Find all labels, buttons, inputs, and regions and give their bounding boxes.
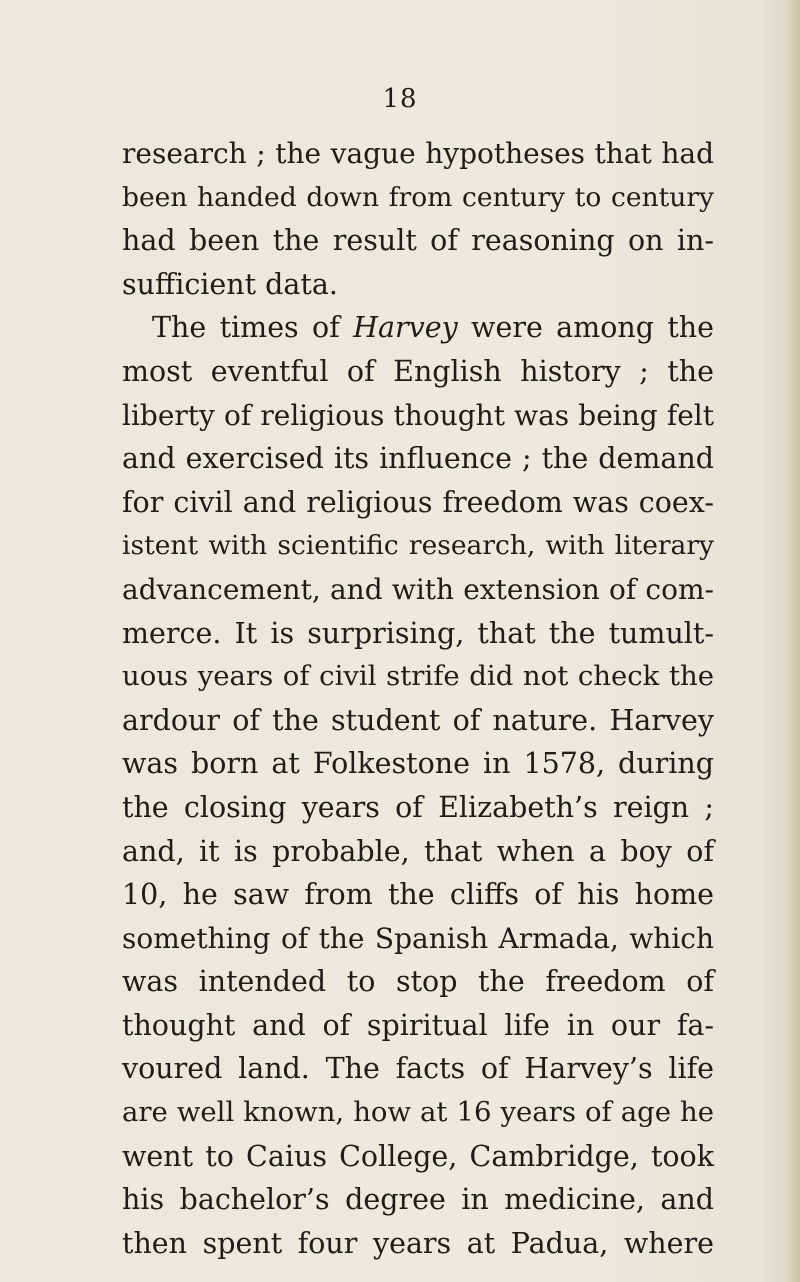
- text-line-9: for civil and religious freedom was coex-: [122, 485, 714, 519]
- text-line-19: something of the Spanish Armada, which: [122, 921, 714, 955]
- italic-name-harvey: Harvey: [353, 311, 458, 345]
- page-number: 18: [382, 84, 418, 114]
- text-line-26: then spent four years at Padua, where: [122, 1226, 714, 1260]
- text-line-10: istent with scientific research, with literary: [122, 530, 714, 562]
- text-line-13: uous years of civil strife did not check the: [122, 660, 714, 693]
- text-line-3: had been the result of reasoning on in-: [122, 224, 714, 258]
- text-line-5-end: were among the: [457, 311, 714, 345]
- text-line-23: are well known, how at 16 years of age he: [122, 1096, 714, 1129]
- text-line-11: advancement, and with extension of com-: [122, 572, 714, 606]
- text-line-5-start: The times of: [152, 311, 354, 345]
- body-text: [122, 132, 714, 1265]
- text-line-17: and, it is probable, that when a boy of: [122, 834, 714, 868]
- text-line-22: voured land. The facts of Harvey’s life: [122, 1052, 714, 1086]
- text-line-18: 10, he saw from the cliffs of his home: [122, 878, 714, 912]
- text-line-5: [122, 306, 714, 350]
- text-line-21: thought and of spiritual life in our fa-: [122, 1008, 714, 1042]
- text-line-25: his bachelor’s degree in medicine, and: [122, 1183, 714, 1217]
- text-line-4: sufficient data.: [122, 267, 338, 301]
- text-line-16: the closing years of Elizabeth’s reign ;: [122, 790, 714, 824]
- text-line-8: and exercised its influence ; the demand: [122, 442, 714, 476]
- text-line-24: went to Caius College, Cambridge, took: [122, 1139, 714, 1173]
- text-line-12: merce. It is surprising, that the tumult-: [122, 616, 714, 650]
- text-line-7: liberty of religious thought was being felt: [122, 398, 714, 432]
- text-line-1: research ; the vague hypotheses that had: [122, 137, 714, 170]
- text-line-15: was born at Folkestone in 1578, during: [122, 747, 714, 781]
- text-line-20: was intended to stop the freedom of: [122, 965, 714, 999]
- text-line-2: been handed down from century to century: [122, 181, 714, 213]
- text-line-6: most eventful of English history ; the: [122, 354, 714, 388]
- page-edge-shadow: [786, 0, 800, 1282]
- text-line-14: ardour of the student of nature. Harvey: [122, 703, 714, 737]
